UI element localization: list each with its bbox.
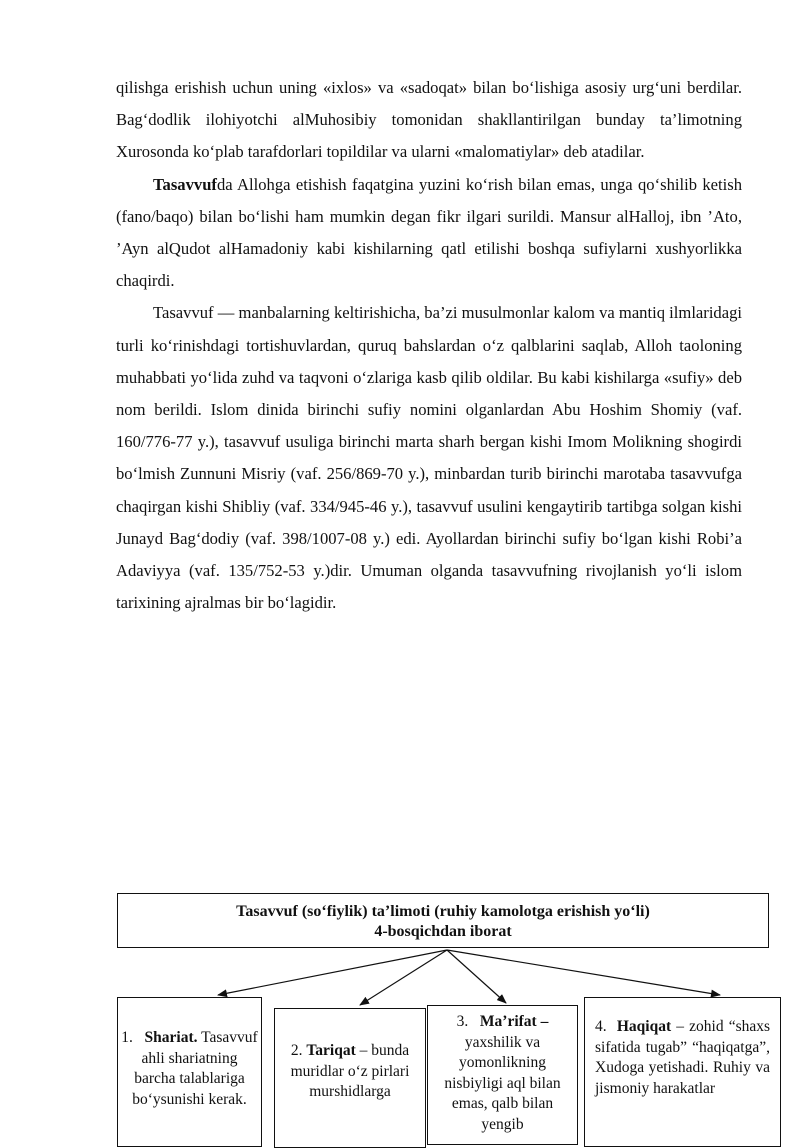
stage-2-number: 2. (290, 1042, 303, 1059)
stage-1-description: Tasavvuf ahli shariatning barcha talablariga bo‘ysunishi kerak. (132, 1029, 258, 1108)
arrow-to-stage-1 (218, 950, 447, 995)
stage-3-name: Ma’rifat (479, 1013, 537, 1030)
stage-4-dash: – (671, 1018, 685, 1035)
diagram-title-line2: 4-bosqichdan iborat (374, 923, 512, 940)
arrow-to-stage-4 (447, 950, 720, 995)
stage-1-name: Shariat. (144, 1029, 198, 1046)
paragraph-2-text: da Allohga etishish faqatgina yuzini ko‘rish bilan emas, unga qo‘shilib ketish (fano/baqo) bilan bo‘lishi ham mumkin degan fikr ilgari surildi. Mansur alHalloj, ibn ’Ato, ’Ayn alQudot alHamadoniy kabi kishilarning qatl etilishi boshqa sufiylarni xushyorlikka chaqirdi. (116, 174, 742, 291)
stage-4-number: 4. (595, 1018, 607, 1035)
stage-2-description: bunda muridlar o‘z pirlari murshidlarga (290, 1042, 410, 1100)
stage-1-box (117, 997, 262, 1147)
stage-3-number: 3. (456, 1013, 469, 1030)
stage-4-box (584, 997, 781, 1147)
paragraph-3-text: Tasavvuf — manbalarning keltirishicha, ba’zi musulmonlar kalom va mantiq ilmlaridagi turli ko‘rinishdagi tortishuvlardan, quruq bahslardan o‘z qalblarini saqlab, Alloh taoloning muhabbati yo‘lida zuhd va taqvoni o‘zlariga kasb qilib oldilar. Bu kabi kishilarga «sufiy» deb nom berildi. Islom dinida birinchi sufiy nomini olganlardan Abu Hoshim Shomiy (vaf. 160/776-77 y.), tasavvuf usuliga birinchi marta sharh bergan kishi Imom Molikning shogirdi bo‘lmish Zunnuni Misriy (vaf. 256/869-70 y.), minbardan turib birinchi marotaba tasavvufga chaqirgan kishi Shibliy (vaf. 334/945-46 y.), tasavvuf usulini kengaytirib tartibga solgan kishi Junayd Bag‘dodiy (vaf. 398/1007-08 y.) edi. Ayollardan birinchi sufiy bo‘lgan kishi Robi’a Adaviyya (vaf. 135/752-53 y.)dir. Umuman olganda tasavvufning rivojlanish yo‘li islom tarixining ajralmas bir bo‘lagidir. (116, 303, 742, 613)
stage-3-box (427, 1005, 578, 1145)
diagram-title-line1: Tasavvuf (so‘fiylik) ta’limoti (ruhiy kamolotga erishish yo‘li) (236, 903, 650, 920)
stage-4-name: Haqiqat (616, 1018, 672, 1035)
paragraph-1-text: qilishga erishish uchun uning «ixlos» va «sadoqat» bilan bo‘lishiga asosiy urg‘uni berdilar. Bag‘dodlik ilohiyotchi alMuhosibiy tomonidan shakllantirilgan bunday ta’limotning Xurosonda ko‘plab tarafdorlari topildilar va ularni «malomatiylar» deb atadilar. (116, 78, 742, 162)
stage-3-dash: – (536, 1013, 549, 1030)
stage-2-dash: – (355, 1042, 368, 1059)
stage-3-description: yaxshilik va yomonlikning nisbiyligi aql bilan emas, qalb bilan yengib (444, 1033, 561, 1133)
stage-1-number: 1. (121, 1029, 133, 1046)
stage-4-description: zohid “shaxs sifatida tugab” “haqiqatga”, Xudoga yetishadi. Ruhiy va jismoniy harakatlar (595, 1018, 771, 1097)
paragraph-2-bold-lead: Tasavvuf (153, 174, 217, 194)
stage-2-name: Tariqat (306, 1042, 356, 1059)
stage-2-box (274, 1008, 426, 1148)
